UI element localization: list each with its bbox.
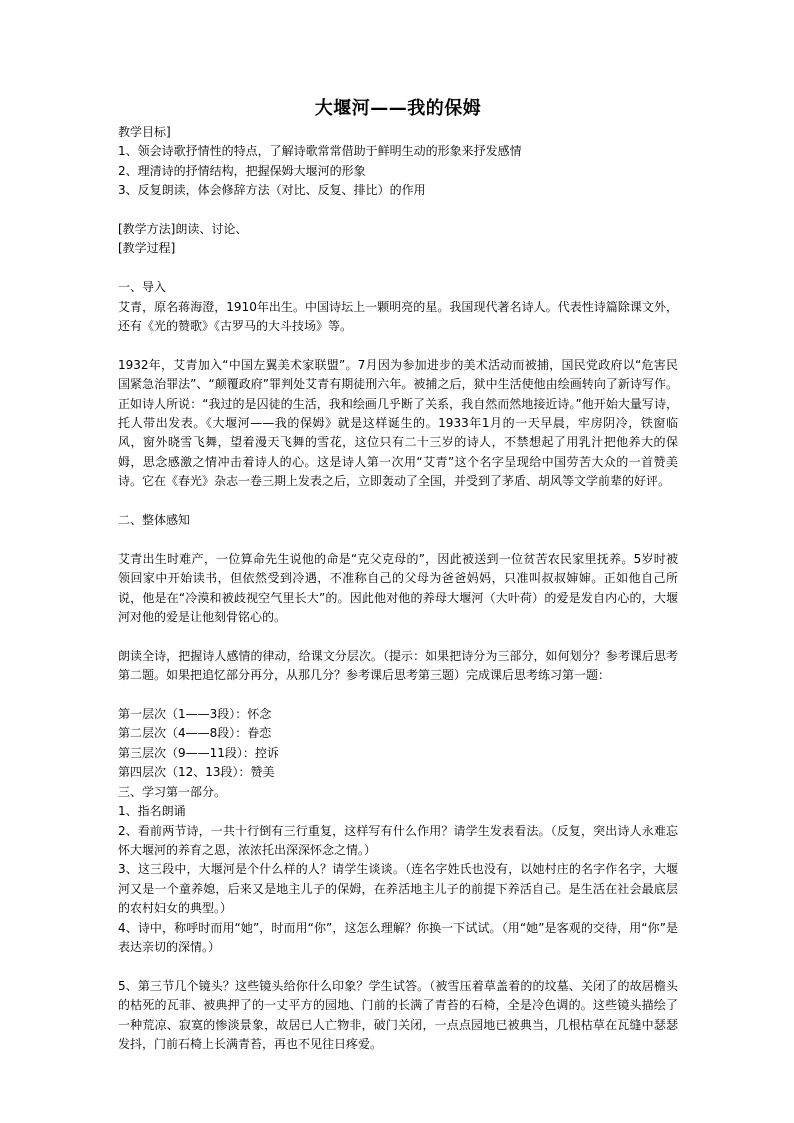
blank-line [118,336,678,355]
blank-line [118,530,678,549]
layer-item: 第二层次（4——8段）：眷恋 [118,726,272,741]
study-item: 2、看前两节诗，一共十行倒有三行重复，这样写有什么作用？请学生发表看法。（反复，突出诗人永难忘怀大堰河的养育之恩，浓浓托出深深怀念之情。） [118,823,678,857]
study-item: 3、这三段中，大堰河是个什么样的人？请学生谈谈。（连名字姓氏也没有，以她村庄的名字作名字，大堰河又是一个童养媳，后来又是地主儿子的保姆，在养活地主儿子的前提下养活自己。是生活在社会最底层的农村妇女的典型。） [118,862,678,916]
blank-line [118,686,678,705]
blank-line [118,201,678,220]
process-heading: [教学过程] [118,241,176,256]
blank-line [118,627,678,646]
blank-line [118,259,678,278]
goal-item: 2、理清诗的抒情结构，把握保姆大堰河的形象 [118,163,366,178]
blank-line [118,492,678,511]
layer-item: 第三层次（9——11段）：控诉 [118,745,279,760]
study-item: 5、第三节几个镜头？这些镜头给你什么印象？学生试答。（被雪压着草盖着的的坟墓、关闭了的故居檐头的枯死的瓦菲、被典押了的一丈平方的园地、门前的长满了青苔的石椅，全是冷色调的。这些镜头描绘了一种荒凉、寂寞的惨淡景象，故居已人亡物非，破门关闭，一点点园地已被典当，几根枯草在瓦缝中瑟瑟发抖，门前石椅上长满青苔，再也不见往日疼爱。 [118,978,678,1051]
section-heading-part-one: 三、学习第一部分。 [118,784,227,799]
document-page [118,96,678,1054]
layer-item: 第四层次（12、13段）：赞美 [118,765,275,780]
study-item: 1、指名朗诵 [118,804,186,819]
document-title: 大堰河——我的保姆 [314,98,482,119]
goal-item: 1、领会诗歌抒情性的特点，了解诗歌常常借助于鲜明生动的形象来抒发感情 [118,144,522,159]
goals-heading: 教学目标] [118,125,171,139]
biography-paragraph: 艾青出生时难产，一位算命先生说他的命是“克父克母的”，因此被送到一位贫苦农民家里抚养。5岁时被领回家中开始读书，但依然受到冷遇，不准称自己的父母为爸爸妈妈，只准叫叔叔婶婶。正如他自己所说，他是在“冷漠和被歧视空气里长大”的。因此他对他的养母大堰河（大叶荷）的爱是发自内心的，大堰河对他的爱是让他刻骨铭心的。 [118,551,678,625]
blank-line [118,957,678,976]
section-heading-intro: 一、导入 [118,280,167,295]
reading-task-paragraph: 朗读全诗，把握诗人感情的律动，给课文分层次。（提示：如果把诗分为三部分，如何划分？参考课后思考第二题。如果把追忆部分再分，从那几分？参考课后思考第三题）完成课后思考练习第一题： [118,648,678,683]
teaching-method: [教学方法]朗读、讨论、 [118,222,248,237]
section-heading-overview: 二、整体感知 [118,513,191,528]
study-item: 4、诗中，称呼时而用“她”，时而用“你”，这怎么理解？你换一下试试。（用“她”是客观的交待，用“你”是表达亲切的深情。） [118,920,678,954]
goal-item: 3、反复朗读，体会修辞方法（对比、反复、排比）的作用 [118,183,426,198]
layer-item: 第一层次（1——3段）：怀念 [118,707,272,722]
background-paragraph: 1932年，艾青加入“中国左翼美术家联盟”。7月因为参加进步的美术活动而被捕，国民党政府以“危害民国紧急治罪法”、“颠覆政府”罪判处艾青有期徒刑六年。被捕之后，狱中生活使他由绘画转向了新诗写作。正如诗人所说：“我过的是囚徒的生活，我和绘画几乎断了关系，我自然而然地接近诗。”他开始大量写诗，托人带出发表。《大堰河——我的保姆》就是这样诞生的。1933年1月的一天早晨，牢房阴冷，铁窗临风，窗外晓雪飞舞，望着漫天飞舞的雪花，这位只有二十三岁的诗人，不禁想起了用乳汁把他养大的保姆，思念感激之情冲击着诗人的心。这是诗人第一次用“艾青”这个名字呈现给中国劳苦大众的一首赞美诗。它在《春光》杂志一卷三期上发表之后，立即轰动了全国，并受到了茅盾、胡风等文学前辈的好评。 [118,357,678,489]
intro-paragraph: 艾青，原名蒋海澄，1910年出生。中国诗坛上一颗明亮的星。我国现代著名诗人。代表性诗篇除课文外，还有《光的赞歌》《古罗马的大斗技场》等。 [118,299,678,334]
